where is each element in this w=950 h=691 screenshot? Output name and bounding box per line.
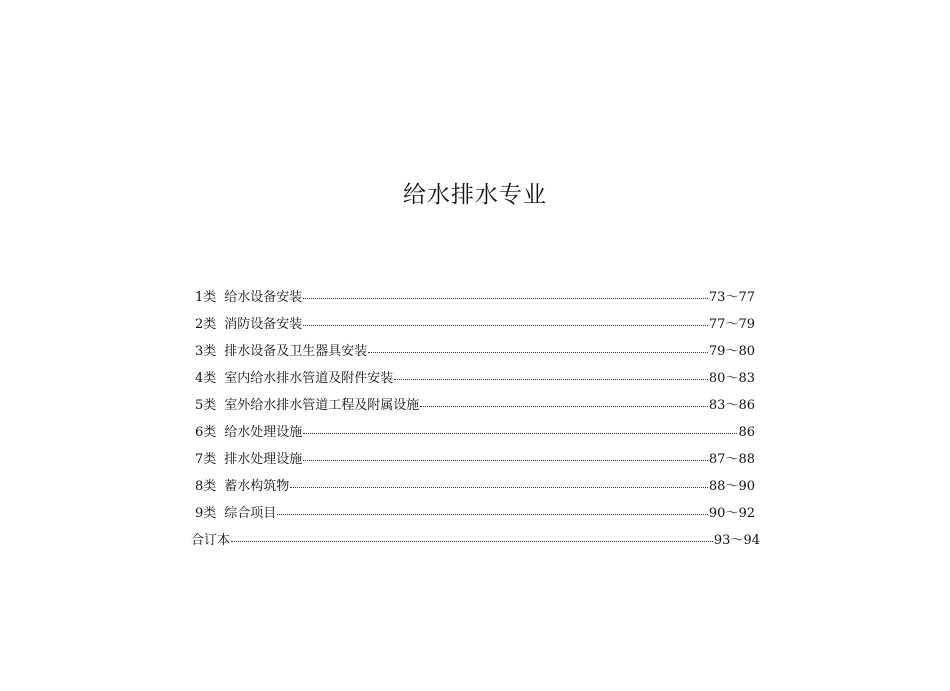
dot-leader (368, 343, 708, 355)
toc-class-number: 7类 (195, 451, 217, 467)
toc-entry-1[interactable] (0, 284, 950, 311)
toc-page-range: 80～83 (708, 370, 755, 386)
toc-page-range: 93～94 (713, 532, 760, 548)
toc-entry-8[interactable] (0, 473, 950, 500)
dot-leader (303, 289, 708, 301)
toc-page-range: 87～88 (708, 451, 755, 467)
page-title: 给水排水专业 (403, 182, 547, 208)
table-of-contents (0, 284, 950, 554)
toc-page-range: 83～86 (708, 397, 755, 413)
toc-page-range: 73～77 (708, 289, 755, 305)
toc-entry-title: 给水设备安装 (224, 289, 303, 305)
toc-entry-7[interactable] (0, 446, 950, 473)
toc-entry-title: 综合项目 (224, 505, 277, 521)
toc-page-range: 79～80 (708, 343, 755, 359)
dot-leader (420, 397, 708, 409)
toc-class-number: 8类 (195, 478, 217, 494)
dot-leader (303, 316, 708, 328)
toc-entry-title: 排水设备及卫生器具安装 (224, 343, 368, 359)
dot-leader (231, 532, 713, 544)
toc-class-number: 5类 (195, 397, 217, 413)
toc-class-number: 3类 (195, 343, 217, 359)
dot-leader (290, 478, 708, 490)
toc-page-range: 88～90 (708, 478, 755, 494)
toc-entry-title: 室内给水排水管道及附件安装 (224, 370, 394, 386)
toc-entry-title: 合订本 (191, 532, 231, 548)
toc-class-number: 1类 (195, 289, 217, 305)
toc-entry-title: 消防设备安装 (224, 316, 303, 332)
toc-entry-6[interactable] (0, 419, 950, 446)
toc-entry-title: 排水处理设施 (224, 451, 303, 467)
toc-entry-2[interactable] (0, 311, 950, 338)
toc-entry-title: 室外给水排水管道工程及附属设施 (224, 397, 420, 413)
toc-entry-5[interactable] (0, 392, 950, 419)
toc-entry-4[interactable] (0, 365, 950, 392)
toc-entry-title: 给水处理设施 (224, 424, 303, 440)
toc-class-number: 2类 (195, 316, 217, 332)
toc-class-number: 4类 (195, 370, 217, 386)
toc-entry-9[interactable] (0, 500, 950, 527)
toc-entry-combined-volume[interactable] (0, 527, 950, 554)
dot-leader (394, 370, 708, 382)
dot-leader (277, 505, 708, 517)
toc-class-number: 9类 (195, 505, 217, 521)
dot-leader (303, 424, 737, 436)
toc-class-number: 6类 (195, 424, 217, 440)
toc-page-range: 86 (738, 424, 755, 440)
toc-page-range: 77～79 (708, 316, 755, 332)
dot-leader (303, 451, 708, 463)
toc-page-range: 90～92 (708, 505, 755, 521)
toc-entry-3[interactable] (0, 338, 950, 365)
toc-entry-title: 蓄水构筑物 (224, 478, 290, 494)
